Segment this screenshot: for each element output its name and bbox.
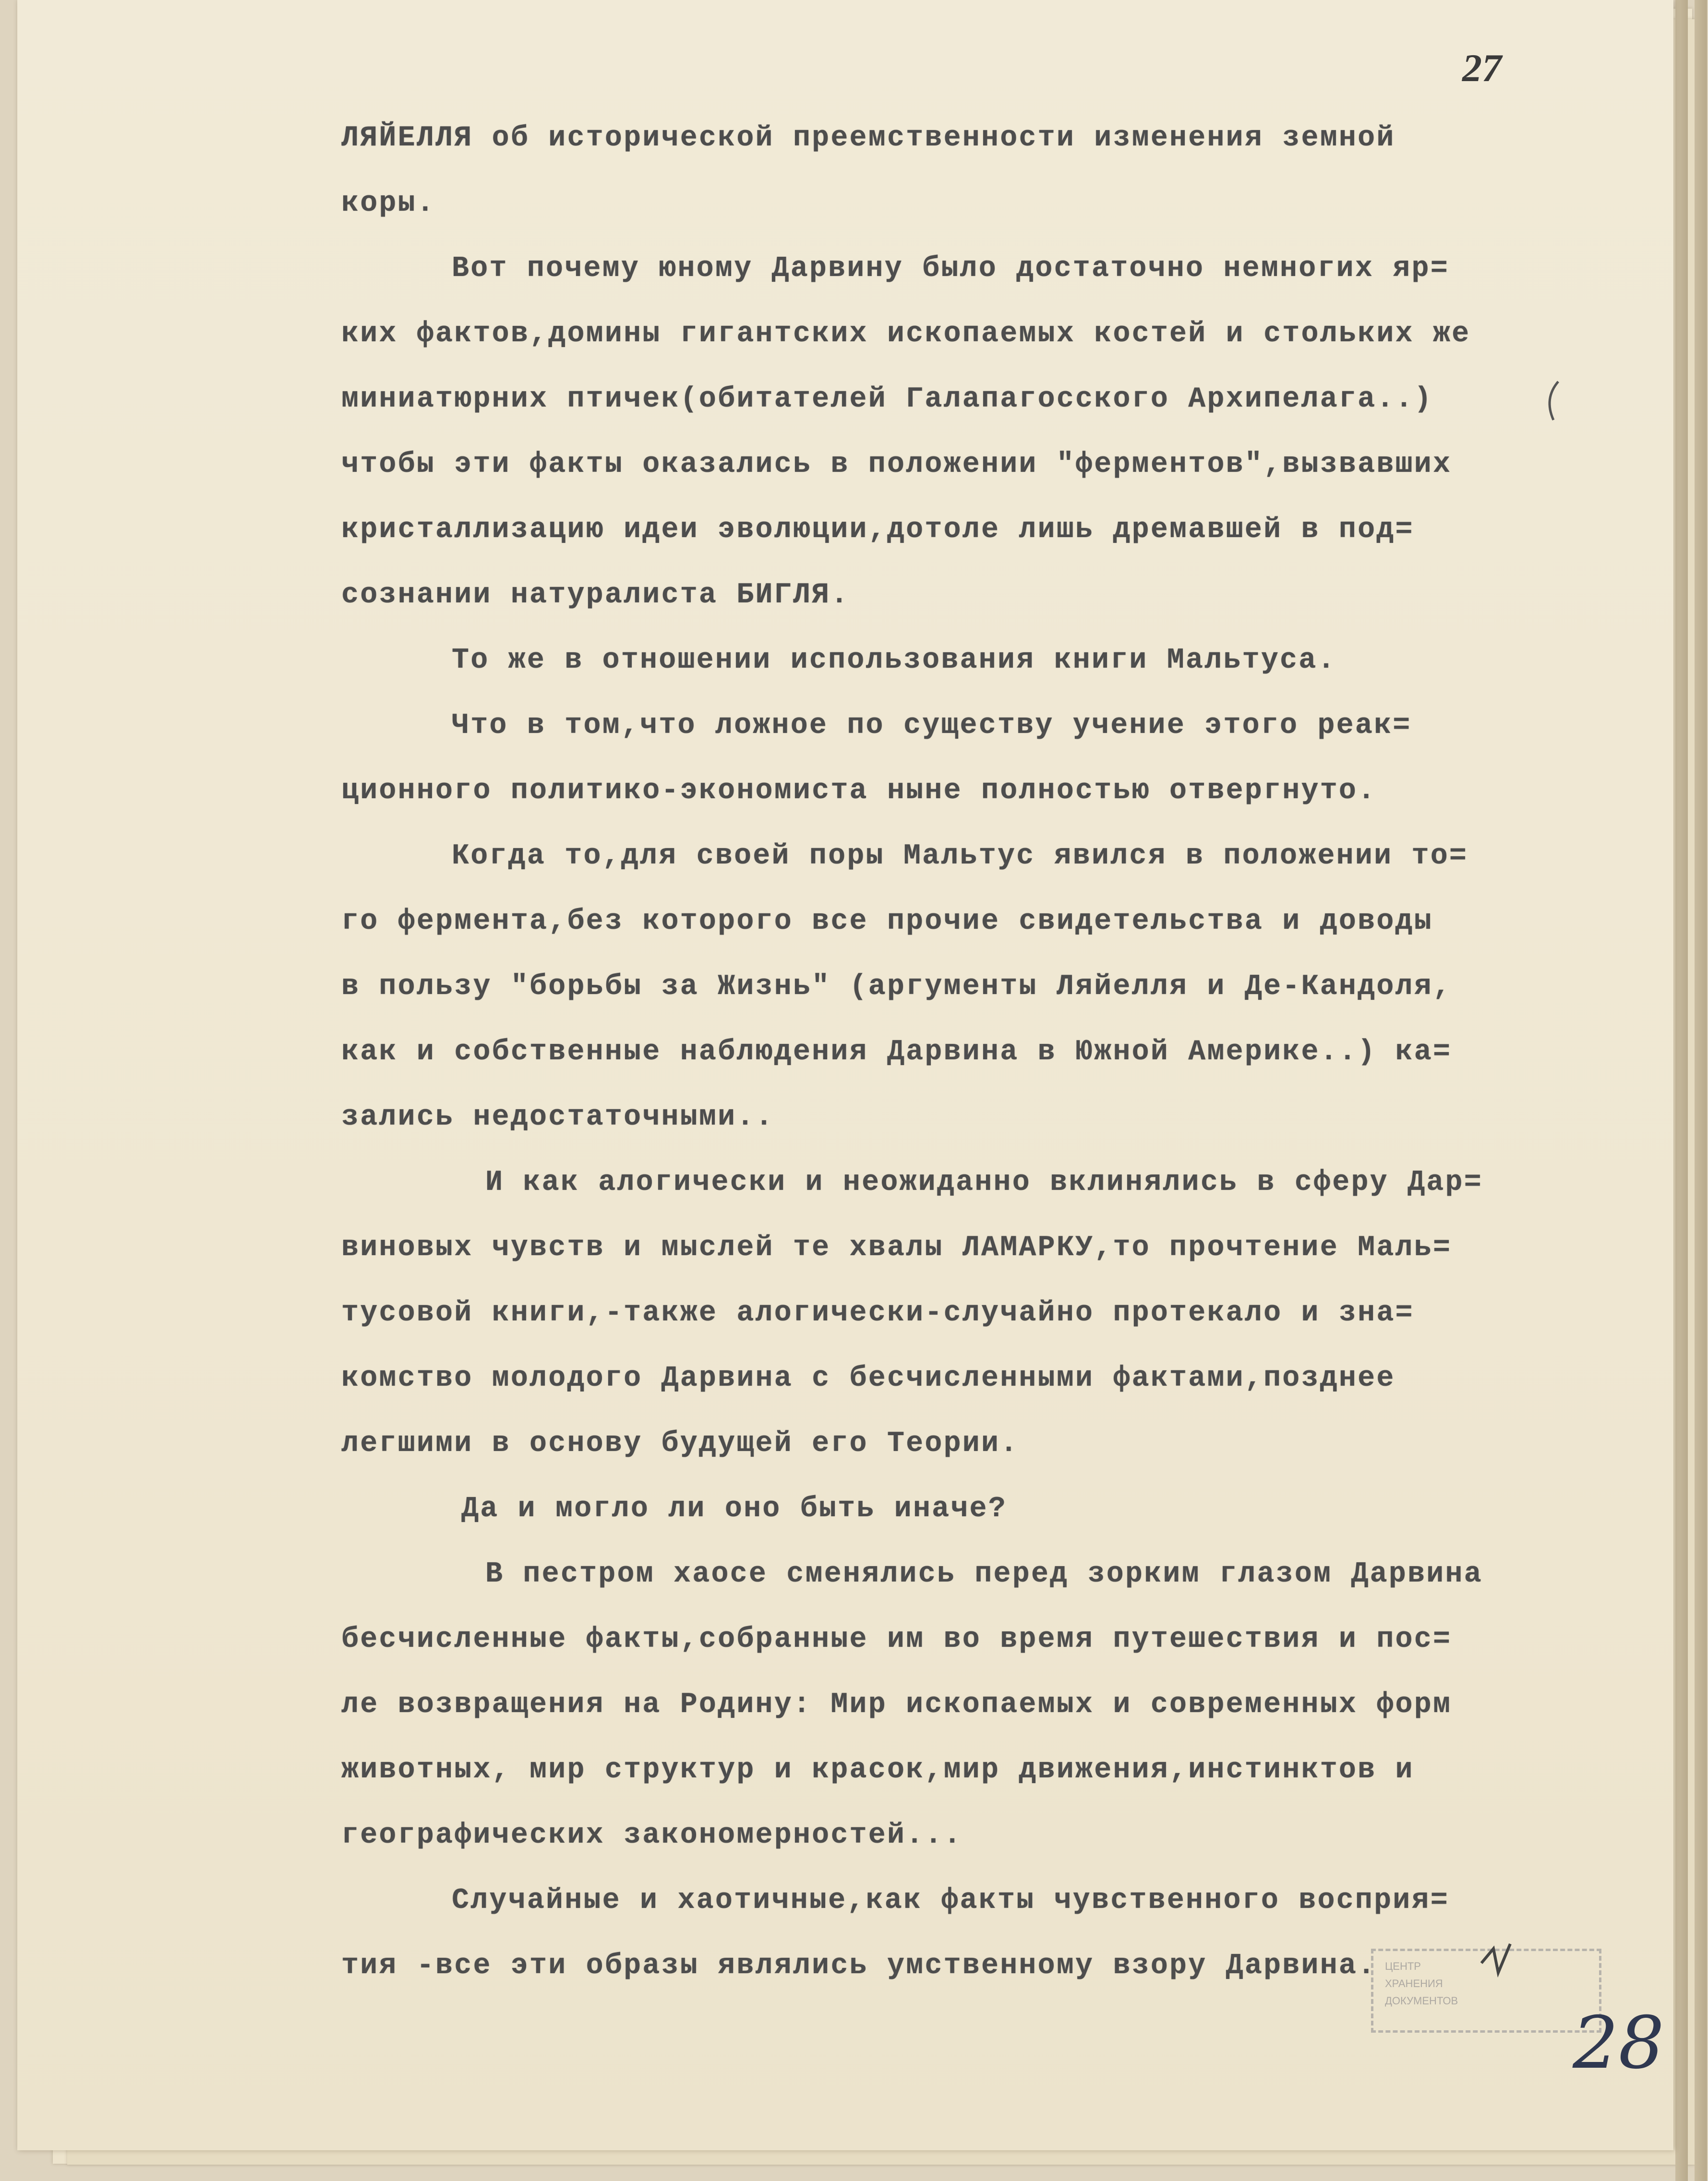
text-line: В пестром хаосе сменялись перед зорким глазом Дарвина — [485, 1558, 1483, 1591]
text-line: комство молодого Дарвина с бесчисленными фактами,позднее — [341, 1362, 1395, 1395]
text-line: То же в отношении использования книги Мальтуса. — [452, 644, 1336, 677]
text-line: го фермента,без которого все прочие свидетельства и доводы — [341, 905, 1433, 938]
page-edge — [1675, 0, 1688, 2181]
document-page — [17, 0, 1673, 2150]
text-line: легшими в основу будущей его Теории. — [341, 1427, 1019, 1460]
pencil-check-mark — [1477, 1939, 1525, 1977]
stamp-text: ХРАНЕНИЯ — [1385, 1977, 1443, 1989]
stamp-text: ДОКУМЕНТОВ — [1385, 1995, 1458, 2007]
text-line: тия -все эти образы являлись умственному взору Дарвина. — [341, 1950, 1377, 1982]
text-line: И как алогически и неожиданно вклинялись в сферу Дар= — [485, 1166, 1483, 1199]
text-line: ких фактов,домины гигантских ископаемых костей и стольких же — [341, 318, 1471, 350]
typewritten-text — [341, 106, 1609, 1999]
text-line: Вот почему юному Дарвину было достаточно немногих яр= — [452, 252, 1449, 285]
text-line: Что в том,что ложное по существу учение этого реак= — [452, 709, 1412, 742]
text-line: Когда то,для своей поры Мальтус явился в положении то= — [452, 840, 1468, 873]
text-line: кристаллизацию идеи эволюции,дотоле лишь дремавшей в под= — [341, 514, 1414, 546]
text-line: животных, мир структур и красок,мир движения,инстинктов и — [341, 1754, 1414, 1786]
text-line: коры. — [341, 187, 436, 220]
text-line: в пользу "борьбы за Жизнь" (аргументы Ляйелля и Де-Кандоля, — [341, 971, 1452, 1003]
text-line: тусовой книги,-также алогически-случайно протекало и зна= — [341, 1297, 1414, 1330]
stamp-text: ЦЕНТР — [1385, 1960, 1421, 1972]
text-line: географических закономерностей... — [341, 1819, 962, 1852]
text-line: ЛЯЙЕЛЛЯ об исторической преемственности изменения земной — [341, 122, 1395, 155]
text-line: виновых чувств и мыслей те хвалы ЛАМАРКУ,то прочтение Маль= — [341, 1232, 1452, 1264]
text-line: зались недостаточными.. — [341, 1101, 774, 1134]
page-edge — [1695, 0, 1707, 2181]
text-line: бесчисленные факты,собранные им во время путешествия и пос= — [341, 1623, 1452, 1656]
text-line: сознании натуралиста БИГЛЯ. — [341, 579, 850, 611]
text-line: как и собственные наблюдения Дарвина в Южной Америке..) ка= — [341, 1036, 1452, 1068]
text-line: миниатюрних птичек(обитателей Галапагосского Архипелага..) — [341, 383, 1433, 416]
page-number: 27 — [1462, 46, 1502, 90]
pencil-parenthesis-mark — [1539, 379, 1563, 422]
folio-number: 28 — [1573, 2001, 1664, 2085]
text-line: Да и могло ли оно быть иначе? — [461, 1493, 1007, 1525]
text-line: ле возвращения на Родину: Мир ископаемых и современных форм — [341, 1689, 1452, 1721]
text-line: ционного политико-экономиста ныне полностью отвергнуто. — [341, 775, 1377, 807]
text-line: чтобы эти факты оказались в положении "ферментов",вызвавших — [341, 448, 1452, 481]
text-line: Случайные и хаотичные,как факты чувственного восприя= — [452, 1884, 1449, 1917]
